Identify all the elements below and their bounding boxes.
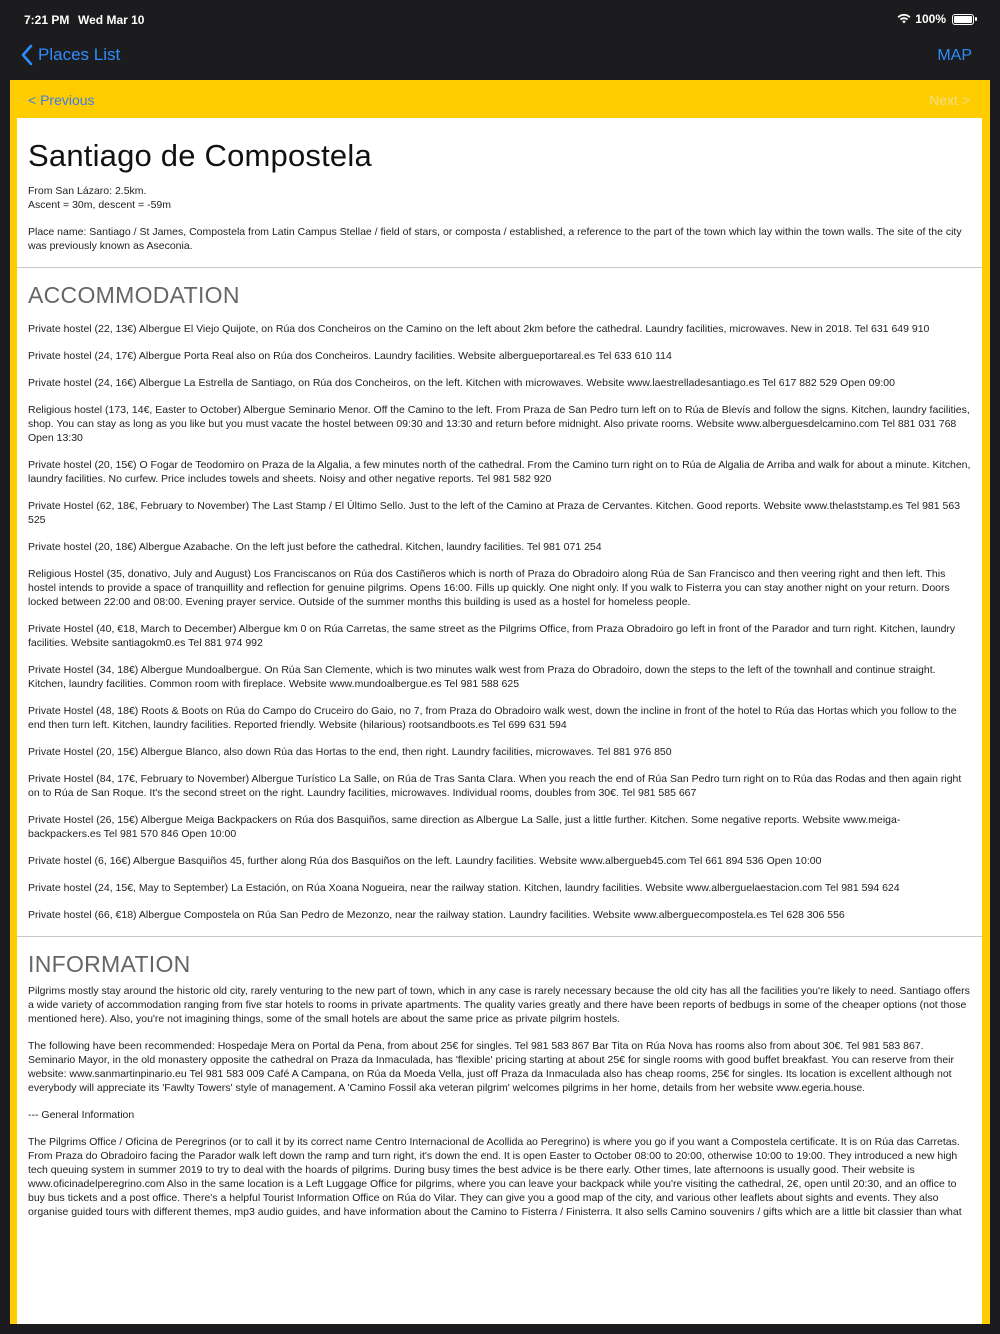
list-item: Private Hostel (26, 15€) Albergue Meiga Backpackers on Rúa dos Basquiños, same direction as Albergue La Salle, just a little further. Kitchen. Some negative reports. Website www.meiga-backpackers.es Tel 981 570 846 Open 10:00 xyxy=(28,814,901,840)
previous-button[interactable]: < Previous xyxy=(28,92,95,108)
distance-text: From San Lázaro: 2.5km. xyxy=(28,185,147,197)
list-item: Private Hostel (34, 18€) Albergue Mundoalbergue. On Rúa San Clemente, which is two minutes walk west from Praza do Obradoiro, down the steps to the left of the townhall and continue straight. Kitchen, laundry facilities. Common room with fireplace. Website www.mundoalbergue.es Tel 981 588 625 xyxy=(28,664,936,690)
accommodation-heading: ACCOMMODATION xyxy=(28,282,240,308)
list-item: Private hostel (66, €18) Albergue Compostela on Rúa San Pedro de Mezonzo, near the railway station. Laundry facilities. Website www.alberguecompostela.es Tel 628 306 556 xyxy=(28,909,845,921)
list-item: Private Hostel (20, 15€) Albergue Blanco, also down Rúa das Hortas to the end, then right. Laundry facilities, microwaves. Tel 881 976 850 xyxy=(28,746,672,758)
navigation-bar xyxy=(0,38,1000,80)
status-indicators xyxy=(897,12,974,26)
list-item: Private hostel (24, 15€, May to September) La Estación, on Rúa Xoana Nogueira, near the railway station. Kitchen, laundry facilities. Website www.alberguelaestacion.com Tel 981 594 624 xyxy=(28,882,900,894)
back-button-label: Places List xyxy=(38,45,121,64)
status-time: 7:21 PM xyxy=(24,13,70,27)
info-paragraph: Pilgrims mostly stay around the historic old city, rarely venturing to the new part of town, which in any case is rarely necessary because the old city has all the facilities you're likely to need. Santiago offers a wide variety of accommodation ranging from five star hotels to rooms in private apartments. The quality varies greatly and there have been reports of bedbugs in some of the cheaper options (not those mentioned here). Also, you're not imagining things, some of the small hotels are about the same price as private pilgrim hostels. xyxy=(28,985,970,1025)
list-item: Private Hostel (62, 18€, February to November) The Last Stamp / El Último Sello. Just to the left of the Camino at Praza de Cervantes. Kitchen. Good reports. Website www.thelaststamp.es Tel 981 563 525 xyxy=(28,500,961,526)
battery-percent: 100% xyxy=(915,12,946,26)
list-item: Private hostel (6, 16€) Albergue Basquiños 45, further along Rúa dos Basquiños on the left. Laundry facilities. Website www.albergueb45.com Tel 661 894 536 Open 10:00 xyxy=(28,855,822,867)
list-item: Private Hostel (84, 17€, February to November) Albergue Turístico La Salle, on Rúa de Tras Santa Clara. When you reach the end of Rúa San Pedro turn right on to Rúa das Rodas and then again right on to Rúa de San Roque. It's the second street on the right. Laundry facilities, microwaves. Individual rooms, doubles from 30€. Tel 981 585 667 xyxy=(28,773,962,799)
pager-bar xyxy=(10,80,990,118)
list-item: Private hostel (22, 13€) Albergue El Viejo Quijote, on Rúa dos Concheiros on the Camino on the left about 2km before the cathedral. Laundry facilities, microwaves. New in 2018. Tel 631 649 910 xyxy=(28,323,930,335)
section-divider xyxy=(17,936,982,937)
ascent-text: Ascent = 30m, descent = -59m xyxy=(28,199,171,211)
next-button[interactable]: Next > xyxy=(929,92,970,108)
place-content[interactable] xyxy=(17,118,982,1324)
list-item: Religious hostel (173, 14€, Easter to October) Albergue Seminario Menor. Off the Camino to the left. From Praza de San Pedro turn left on to Rúa de Blevís and follow the signs. Kitchen, laundry facilities, shop. You can stay as long as you like but you must vacate the hostel between 09:30 and 13:30 and return before midnight. Also private rooms. Website www.alberguesdelcamino.com Tel 881 031 768 Open 13:30 xyxy=(28,404,970,444)
status-date: Wed Mar 10 xyxy=(78,13,145,27)
place-panel xyxy=(10,80,990,1324)
battery-icon xyxy=(952,14,974,25)
info-paragraph: The following have been recommended: Hospedaje Mera on Portal da Pena, from about 25€ for singles. Tel 981 583 867 Bar Tita on Rúa Nova has rooms also from about 30€. Tel 981 583 867. Seminario Mayor, in the old monastery opposite the cathedral on Praza da Inmaculada, has 'flexible' pricing starting at about 25€ for single rooms with good buffet breakfast. You can reserve from their website: www.sanmartinpinario.eu Tel 981 583 009 Café A Campana, on Rúa da Moeda Vella, just off Praza da Inmaculada also has cheap rooms, 25€ for singles. Its location is excellent although not everybody will appreciate its 'Fawlty Towers' style of management. A 'Camino Fossil aka veteran pilgrim' welcomes pilgrims in her home, details from her website www.egeria.house. xyxy=(28,1040,955,1094)
section-divider xyxy=(17,267,982,268)
list-item: Private hostel (24, 17€) Albergue Porta Real also on Rúa dos Concheiros. Laundry facilities. Website albergueportareal.es Tel 633 610 114 xyxy=(28,350,672,362)
back-button[interactable] xyxy=(20,44,120,66)
info-paragraph: The Pilgrims Office / Oficina de Peregrinos (or to call it by its correct name Centro Internacional de Acollida ao Peregrino) is where you go if you want a Compostela certificate. It is on Rúa das Carretas. From Praza do Obradoiro facing the Parador walk left down the ramp and turn right, it's down the end. It is open Easter to October 08:00 to 20:00, otherwise 10:00 to 19:00. They introduced a new high tech queuing system in summer 2019 to try to deal with the hoards of pilgrims. During busy times the best advice is be there early. Other times, late afternoons is usually good. Their website is www.oficinadelperegrino.com Also in the same location is a Left Luggage Office for pilgrims, where you can leave your backpack while you're visiting the cathedral, 2€, open until 20:30, and an office to buy bus tickets and a post office. There's a helpful Tourist Information Office on Rúa do Vilar. They can give you a good map of the city, and various other leaflets about sights and events. They also organise guided tours with different themes, mp3 audio guides, and have information about the Camino to Fisterra / Finisterra. It also sells Camino souvenirs / gifts which are a little bit classier than what xyxy=(28,1136,962,1218)
list-item: Religious Hostel (35, donativo, July and August) Los Franciscanos on Rúa dos Castiñeros which is north of Praza do Obradoiro along Rúa de San Francisco and then veering right and then left. This hostel intends to provide a space of tranquillity and reflection for genuine pilgrims. Opens 16:00. Fills up quickly. One night only. If you walk to Fisterra you can stay another night on your return. Doors locked between 22:00 and 08:00. Evening prayer service. Outside of the summer months this building is used as a hostel for homeless people. xyxy=(28,568,950,608)
battery-fill xyxy=(954,16,972,23)
list-item: Private Hostel (48, 18€) Roots & Boots on Rúa do Campo do Cruceiro do Gaio, no 7, from Praza do Obradoiro walk west, down the incline in front of the hotel to Rúa das Hortas which you follow to the end then turn left. Kitchen, laundry facilities. Reported friendly. Website (hilarious) rootsandboots.es Tel 699 631 594 xyxy=(28,705,957,731)
list-item: Private Hostel (40, €18, March to December) Albergue km 0 on Rúa Carretas, the same street as the Pilgrims Office, from Praza Obradoiro go left in front of the Parador and turn right. Kitchen, laundry facilities. Website santiagokm0.es Tel 881 974 992 xyxy=(28,623,956,649)
list-item: Private hostel (20, 15€) O Fogar de Teodomiro on Praza de la Algalia, a few minutes north of the cathedral. From the Camino turn right on to Rúa de Algalia de Arriba and walk for about a minute. Kitchen, laundry facilities. No curfew. Price includes towels and sheets. Noisy and other negative reports. Tel 981 582 920 xyxy=(28,459,971,485)
place-name-note: Place name: Santiago / St James, Compostela from Latin Campus Stellae / field of stars, or composta / established, a reference to the part of the town which lay within the town walls. The site of the city was previously known as Aseconia. xyxy=(28,226,962,252)
wifi-icon xyxy=(897,14,911,24)
list-item: Private hostel (20, 18€) Albergue Azabache. On the left just before the cathedral. Kitchen, laundry facilities. Tel 981 071 254 xyxy=(28,541,602,553)
list-item: Private hostel (24, 16€) Albergue La Estrella de Santiago, on Rúa dos Concheiros, on the left. Kitchen with microwaves. Website www.laestrelladesantiago.es Tel 617 882 529 Open 09:00 xyxy=(28,377,895,389)
general-info-subheading: --- General Information xyxy=(28,1109,135,1121)
status-bar xyxy=(0,0,1000,38)
map-button[interactable]: MAP xyxy=(937,47,972,64)
information-heading: INFORMATION xyxy=(28,951,191,977)
accommodation-list xyxy=(28,322,971,922)
page-title: Santiago de Compostela xyxy=(28,138,372,173)
chevron-left-icon xyxy=(20,44,34,66)
